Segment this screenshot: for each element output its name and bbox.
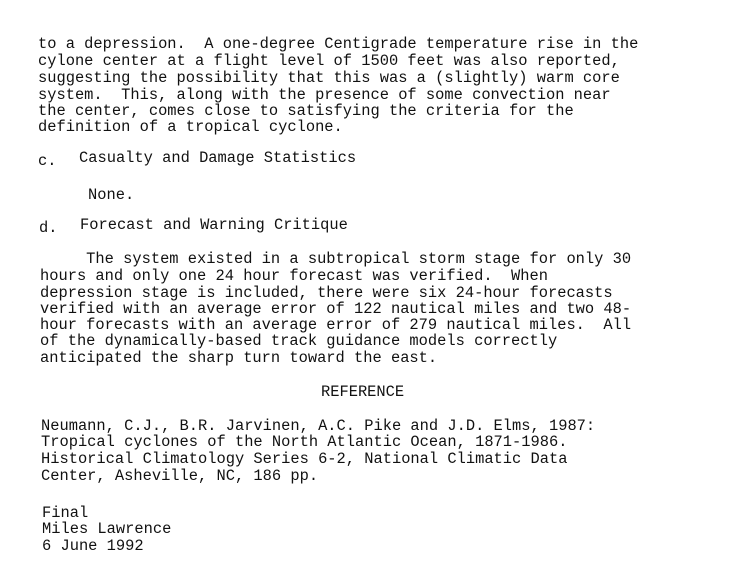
signature-date: 6 June 1992 <box>42 537 144 555</box>
forecast-line: of the dynamically-based track guidance models correctly <box>40 332 558 350</box>
forecast-line: hours and only one 24 hour forecast was verified. When <box>40 267 548 285</box>
forecast-line: verified with an average error of 122 nautical miles and two 48- <box>40 300 632 318</box>
reference-line: Neumann, C.J., B.R. Jarvinen, A.C. Pike and J.D. Elms, 1987: <box>41 417 596 435</box>
reference-heading: REFERENCE <box>321 383 405 401</box>
section-c-heading: Casualty and Damage Statistics <box>79 149 357 167</box>
forecast-line: The system existed in a subtropical storm stage for only 30 <box>40 250 632 268</box>
reference-line: Tropical cyclones of the North Atlantic Ocean, 1871-1986. <box>41 433 568 451</box>
section-c-body: None. <box>88 186 135 204</box>
intro-line: cylone center at a flight level of 1500 feet was also reported, <box>38 52 620 70</box>
forecast-line: hour forecasts with an average error of 279 nautical miles. All <box>40 316 632 334</box>
forecast-line: depression stage is included, there were six 24-hour forecasts <box>40 284 613 302</box>
reference-line: Historical Climatology Series 6-2, National Climatic Data <box>41 450 568 468</box>
intro-line: definition of a tropical cyclone. <box>38 118 343 136</box>
intro-line: the center, comes close to satisfying the criteria for the <box>38 102 574 120</box>
signature-status: Final <box>42 504 89 522</box>
intro-line: suggesting the possibility that this was a (slightly) warm core <box>38 69 620 87</box>
intro-line: system. This, along with the presence of some convection near <box>38 86 611 104</box>
forecast-line: anticipated the sharp turn toward the east. <box>40 349 438 367</box>
signature-author: Miles Lawrence <box>42 520 172 538</box>
intro-line: to a depression. A one-degree Centigrade temperature rise in the <box>38 35 639 53</box>
section-c-letter: c. <box>38 152 57 170</box>
reference-line: Center, Asheville, NC, 186 pp. <box>41 467 319 485</box>
section-d-letter: d. <box>39 219 58 237</box>
section-d-heading: Forecast and Warning Critique <box>80 216 348 234</box>
